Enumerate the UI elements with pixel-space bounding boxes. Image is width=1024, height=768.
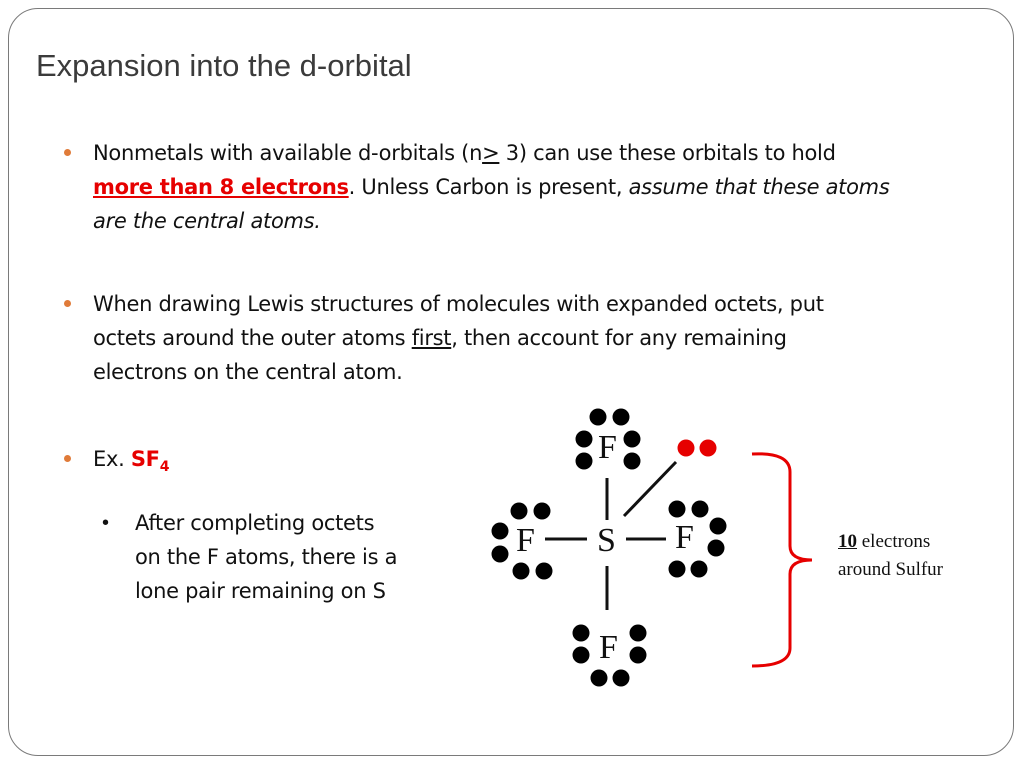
- bullet-2-line-3: electrons on the central atom.: [93, 360, 403, 384]
- bullet-1-italic-2: are the central atoms.: [93, 209, 321, 233]
- slide-title: Expansion into the d-orbital: [36, 48, 412, 83]
- caption-line-2: around Sulfur: [838, 559, 944, 580]
- sub-bullet-mark: •: [102, 512, 110, 534]
- atom-bottom-f: F: [599, 629, 618, 666]
- bullet-2-line-1: When drawing Lewis structures of molecules with expanded octets, put: [93, 292, 824, 316]
- sub-bullet-line-3: lone pair remaining on S: [135, 579, 386, 603]
- formula-main: SF: [130, 447, 160, 471]
- atom-central-s: S: [597, 522, 616, 559]
- sub-bullet-line-1: After completing octets: [135, 511, 375, 535]
- atom-right-f: F: [675, 519, 694, 556]
- sub-bullet-line-2: on the F atoms, there is a: [135, 545, 398, 569]
- lone-pair-pointer: [624, 462, 676, 516]
- bullet-1-ge: >: [482, 141, 500, 165]
- bullet-1-text: Nonmetals with available d-orbitals (n: [93, 141, 483, 165]
- bullet-2-first: first: [411, 326, 452, 350]
- atom-left-f: F: [516, 522, 535, 559]
- atom-top-f: F: [598, 429, 617, 466]
- sulfur-lone-pair: [678, 440, 717, 457]
- bullet-3-prefix: Ex.: [93, 447, 131, 471]
- bullet-1-text-end: 3) can use these orbitals to hold: [499, 141, 836, 165]
- highlight-text: more than 8 electrons: [93, 175, 349, 199]
- caption-rest: electrons: [857, 531, 931, 552]
- bullet-1-mid: . Unless Carbon is present,: [348, 175, 629, 199]
- electron-count: 10: [838, 531, 857, 552]
- bullet-1-italic-1: assume that these atoms: [628, 175, 890, 199]
- bullet-2-line-2-pre: octets around the outer atoms: [93, 326, 412, 350]
- bullet-2-line-2-post: , then account for any remaining: [451, 326, 787, 350]
- curly-brace: [752, 454, 812, 666]
- formula-subscript: 4: [159, 459, 170, 476]
- electron-count-caption: [838, 528, 943, 584]
